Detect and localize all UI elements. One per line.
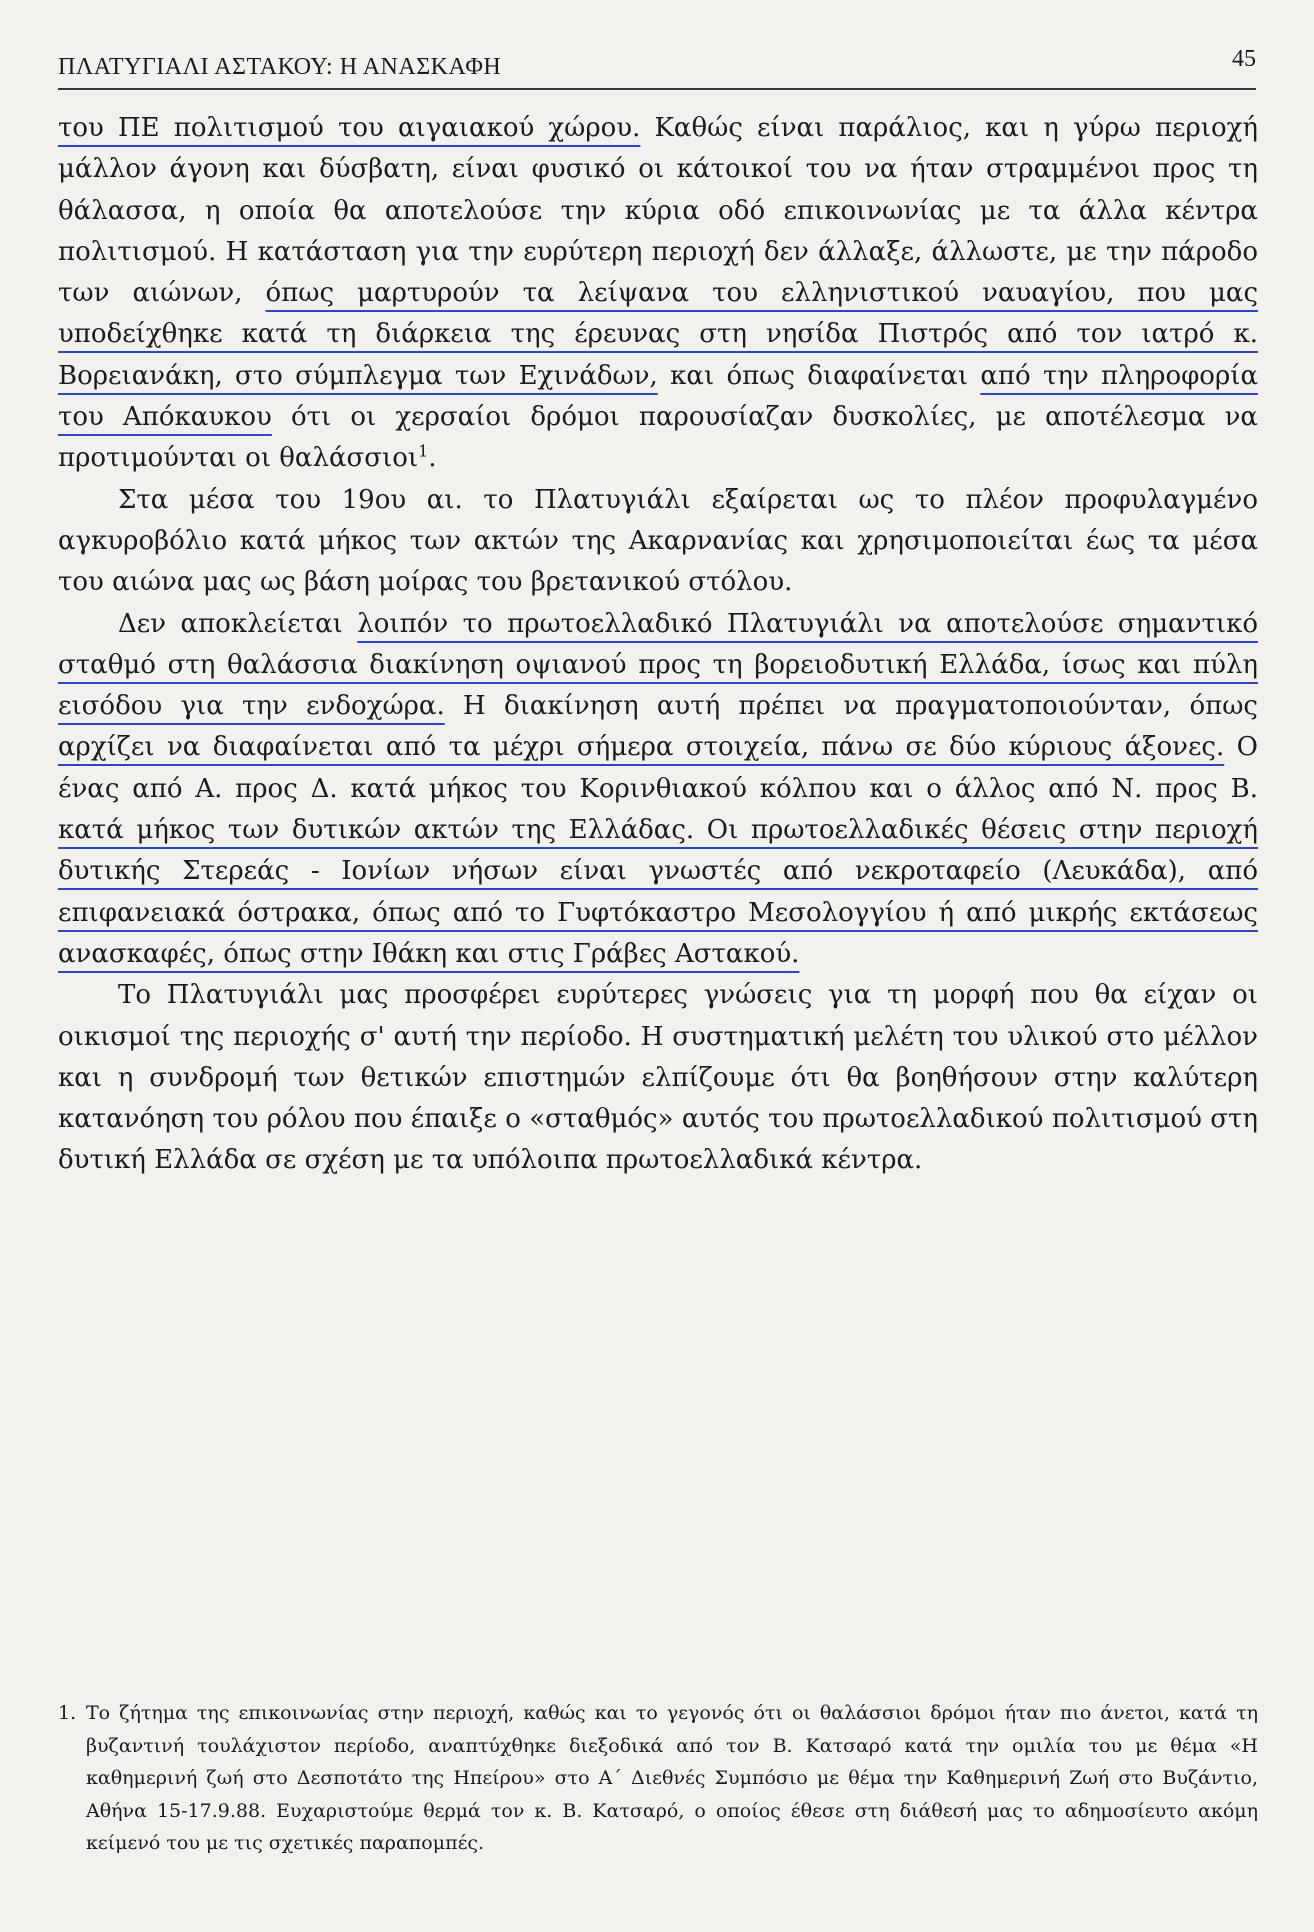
text-run: Η διακίνηση αυτή πρέπει να πραγματοποιούνταν, όπως bbox=[444, 691, 1258, 722]
page-number: 45 bbox=[1232, 46, 1256, 72]
text-run: Δεν αποκλείεται bbox=[118, 608, 358, 639]
paragraph-1 bbox=[58, 108, 1258, 480]
text-run: Το Πλατυγιάλι μας προσφέρει ευρύτερες γνώσεις για τη μορφή που θα είχαν οι οικισμοί της περιοχής σ' αυτή την περίοδο. Η συστηματική μελέτη του υλικού στο μέλλον και η συνδρομή των θετικών επιστημών ελπίζουμε ότι θα βοηθήσουν στην καλύτερη κατανόηση του ρόλου που έπαιξε ο «σταθμός» αυτός του πρωτοελλαδικού πολιτισμού στη δυτική Ελλάδα σε σχέση με τα υπόλοιπα πρωτοελλαδικά κέντρα. bbox=[58, 980, 1258, 1176]
paragraph-2 bbox=[58, 480, 1258, 604]
footnote-text: Το ζήτημα της επικοινωνίας στην περιοχή, καθώς και το γεγονός ότι οι θαλάσσιοι δρόμοι ήταν πιο άνετοι, κατά τη βυζαντινή τουλάχιστον περίοδο, αναπτύχθηκε διεξοδικά από τον Β. Κατσαρό κατά την ομιλία του με θέμα «Η καθημερινή ζωή στο Δεσποτάτο της Ηπείρου» στο Α΄ Διεθνές Συμπόσιο με θέμα την Καθημερινή Ζωή στο Βυζάντιο, Αθήνα 15-17.9.88. Ευχαριστούμε θερμά τον κ. Β. Κατσαρό, ο οποίος έθεσε στη διάθεσή μας το αδημοσίευτο ακόμη κείμενό του με τις σχετικές παραπομπές. bbox=[86, 1702, 1258, 1854]
text-run: . bbox=[428, 443, 437, 474]
underlined-passage: κατά μήκος των δυτικών ακτών της Ελλάδας. Οι πρωτοελλαδικές θέσεις στην περιοχή δυτικής Στερεάς - Ιονίων νήσων είναι γνωστές από νεκροταφείο (Λευκάδα), από επιφανειακά όστρακα, όπως από το Γυφτόκαστρο Μεσολογγίου ή από μικρής εκτάσεως ανασκαφές, όπως στην Ιθάκη και στις Γράβες Αστακού. bbox=[58, 815, 1258, 969]
running-title: ΠΛΑΤΥΓΙΑΛΙ ΑΣΤΑΚΟΥ: Η ΑΝΑΣΚΑΦΗ bbox=[58, 54, 502, 80]
paragraph-3 bbox=[58, 604, 1258, 976]
footnotes bbox=[58, 1697, 1258, 1860]
footnote-1 bbox=[58, 1697, 1258, 1860]
body-text bbox=[58, 108, 1258, 1182]
underlined-passage: λοιπόν το πρωτοελλαδικό Πλατυγιάλι να αποτελούσε σημαντικό σταθμό στη θαλάσσια διακίνηση οψιανού προς τη βορειοδυτική Ελλάδα, ίσως και πύλη εισόδου για την ενδοχώρα. bbox=[58, 608, 1258, 722]
text-run: και όπως διαφαίνεται bbox=[657, 360, 981, 391]
text-run: Στα μέσα του 19ου αι. το Πλατυγιάλι εξαίρεται ως το πλέον προφυλαγμένο αγκυροβόλιο κατά μήκος των ακτών της Ακαρνανίας και χρησιμοποιείται έως τα μέσα του αιώνα μας ως βάση μοίρας του βρετανικού στόλου. bbox=[58, 484, 1258, 598]
text-run: Ο ένας από Α. προς Δ. κατά μήκος του Κορινθιακού κόλπου και ο άλλος από Ν. προς Β. bbox=[58, 732, 1258, 804]
text-run: Καθώς είναι παράλιος, και η γύρω περιοχή μάλλον άγονη και δύσβατη, είναι φυσικό οι κάτοικοί του να ήταν στραμμένοι προς τη θάλασσα, η οποία θα αποτελούσε την κύρια οδό επικοινωνίας με τα άλλα κέντρα πολιτισμού. Η κατάσταση για την ευρύτερη περιοχή δεν άλλαξε, άλλωστε, με την πάροδο των αιώνων, bbox=[58, 113, 1258, 309]
footnote-reference[interactable]: 1 bbox=[418, 441, 429, 461]
paragraph-4 bbox=[58, 975, 1258, 1181]
underlined-passage: του ΠΕ πολιτισμού του αιγαιακού χώρου. bbox=[58, 113, 641, 143]
underlined-passage: από την πληροφορία του Απόκαυκου bbox=[58, 360, 1259, 433]
underlined-passage: αρχίζει να διαφαίνεται από τα μέχρι σήμερα στοιχεία, πάνω σε δύο κύριους άξονες. bbox=[58, 732, 1225, 763]
underlined-passage: όπως μαρτυρούν τα λείψανα του ελληνιστικού ναυαγίου, που μας υποδείχθηκε κατά τη διάρκεια της έρευνας στη νησίδα Πιστρός από τον ιατρό κ. Βορειανάκη, στο σύμπλεγμα των Εχινάδων, bbox=[58, 278, 1259, 391]
footnote-number: 1. bbox=[58, 1702, 77, 1724]
text-run: ότι οι χερσαίοι δρόμοι παρουσίαζαν δυσκολίες, με αποτέλεσμα να προτιμούνται οι θαλάσσιοι bbox=[58, 402, 1258, 474]
page-header bbox=[58, 46, 1256, 90]
